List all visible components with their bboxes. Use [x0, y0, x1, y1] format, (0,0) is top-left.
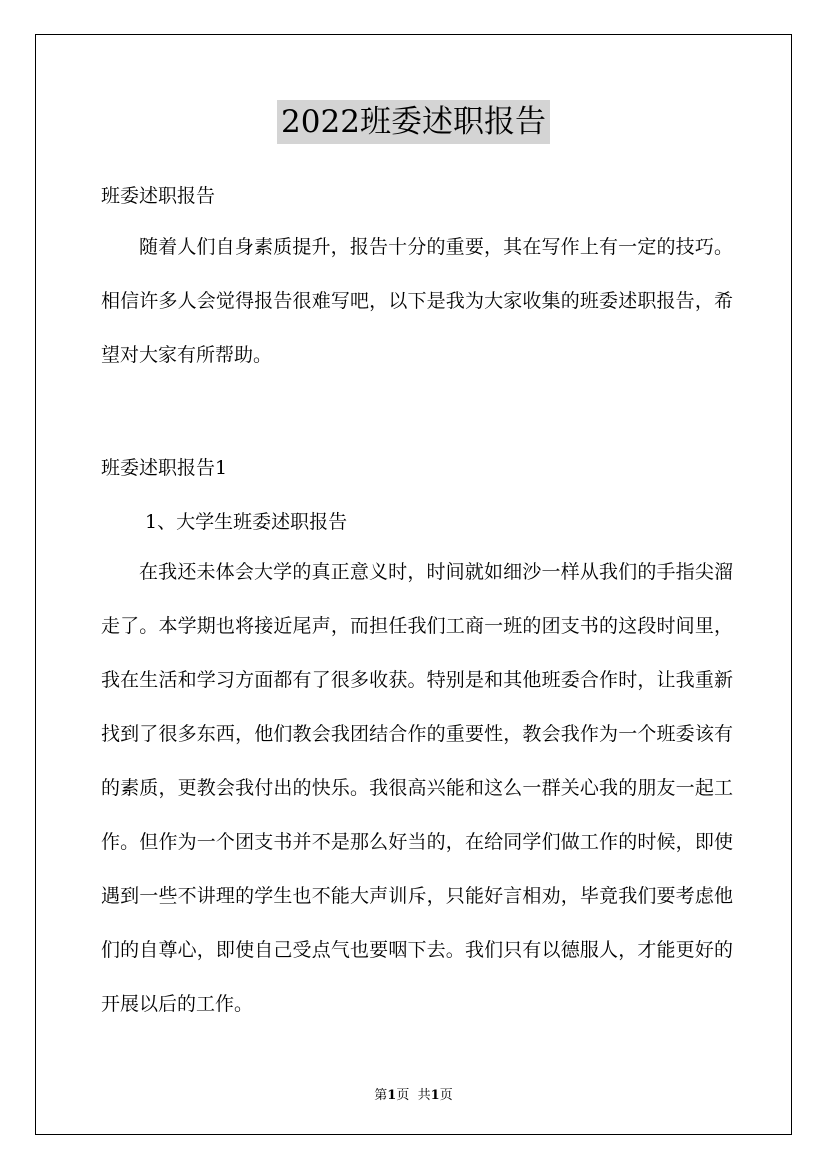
title-container [0, 100, 827, 144]
document-title: 2022班委述职报告 [277, 100, 550, 144]
footer-page-number: 1 [387, 1088, 397, 1103]
footer-total-prefix: 共 [417, 1088, 431, 1103]
intro-paragraph: 随着人们自身素质提升，报告十分的重要，其在写作上有一定的技巧。相信许多人会觉得报告很难写吧，以下是我为大家收集的班委述职报告，希望对大家有所帮助。 [101, 236, 733, 366]
body-paragraph: 在我还未体会大学的真正意义时，时间就如细沙一样从我们的手指尖溜走了。本学期也将接近尾声，而担任我们工商一班的团支书的这段时间里，我在生活和学习方面都有了很多收获。特别是和其他班委合作时，让我重新找到了很多东西，他们教会我团结合作的重要性，教会我作为一个班委该有的素质，更教会我付出的快乐。我很高兴能和这么一群关心我的朋友一起工作。但作为一个团支书并不是那么好当的，在给同学们做工作的时候，即使遇到一些不讲理的学生也不能大声训斥，只能好言相劝，毕竟我们要考虑他们的自尊心，即使自己受点气也要咽下去。我们只有以德服人，才能更好的开展以后的工作。 [101, 561, 733, 1015]
intro-heading: 班委述职报告 [101, 185, 216, 207]
footer-page-suffix: 页 [396, 1088, 410, 1103]
section-heading: 班委述职报告1 [101, 457, 228, 479]
footer-total-number: 1 [430, 1088, 440, 1103]
page-footer [0, 1084, 827, 1103]
footer-total-suffix: 页 [439, 1088, 453, 1103]
footer-page-prefix: 第 [374, 1088, 388, 1103]
subsection-heading: 1、大学生班委述职报告 [145, 511, 348, 533]
